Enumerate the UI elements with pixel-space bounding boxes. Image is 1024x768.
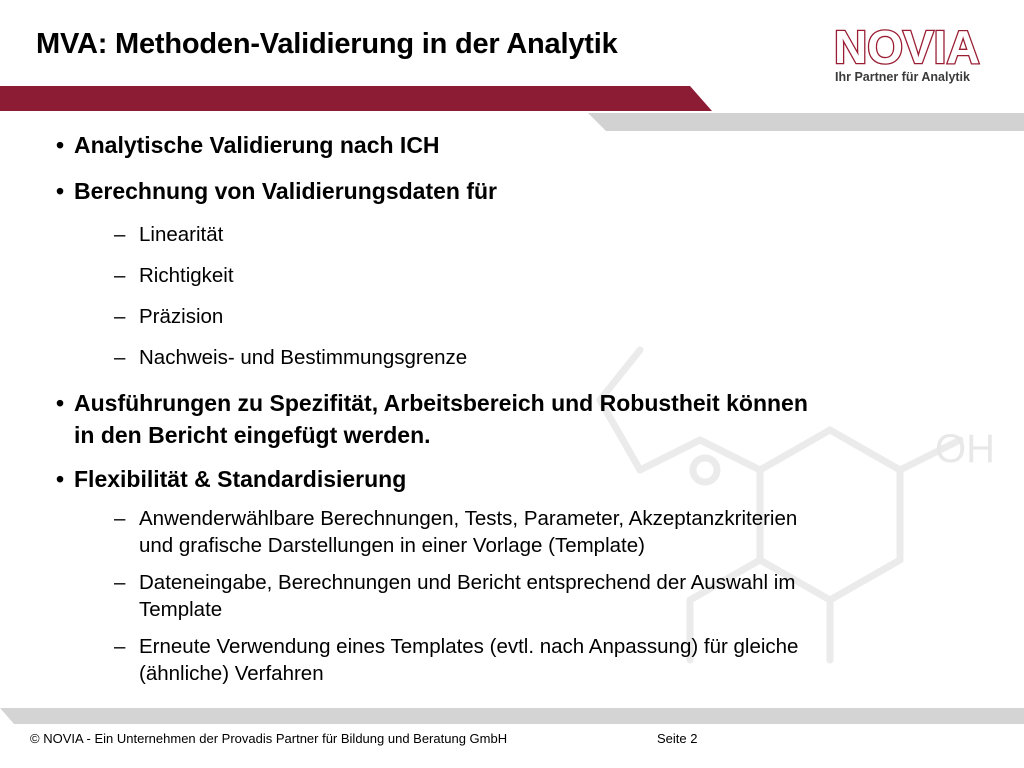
footer-page-number: Seite 2 — [657, 731, 698, 746]
sub-bullet-marker: – — [114, 264, 126, 287]
bullet-text: Analytische Validierung nach ICH — [74, 132, 440, 158]
bullet-text: Flexibilität & Standardisierung — [74, 466, 407, 492]
novia-logo — [828, 22, 998, 92]
header-gray-band — [588, 113, 1024, 131]
sub-bullet-marker: – — [114, 223, 126, 246]
sub-bullet-text: Präzision — [139, 305, 224, 328]
bullet-marker: • — [56, 132, 65, 158]
sub-bullet-text-line: (ähnliche) Verfahren — [139, 662, 324, 685]
header-accent-band — [0, 86, 712, 111]
sub-bullet-text: Nachweis- und Bestimmungsgrenze — [139, 346, 468, 369]
bullet-marker: • — [56, 178, 65, 204]
bullet-text-line: Ausführungen zu Spezifität, Arbeitsbereich und Robustheit können — [74, 390, 808, 416]
bullet-marker: • — [56, 390, 65, 416]
sub-bullet-text: Richtigkeit — [139, 264, 234, 287]
bullet-marker: • — [56, 466, 65, 492]
footer-gray-band — [0, 708, 1024, 724]
bullet-text: Berechnung von Validierungsdaten für — [74, 178, 498, 204]
sub-bullet-marker: – — [114, 305, 126, 328]
sub-bullet-text-line: Template — [139, 598, 223, 621]
sub-bullet-marker: – — [114, 346, 126, 369]
sub-bullet-text: Linearität — [139, 223, 224, 246]
watermark-oh-label: OH — [935, 427, 995, 471]
sub-bullet-marker: – — [114, 507, 126, 530]
sub-bullet-text-line: Erneute Verwendung eines Templates (evtl. nach Anpassung) für gleiche — [139, 635, 799, 658]
sub-bullet-text-line: Dateneingabe, Berechnungen und Bericht entsprechend der Auswahl im — [139, 571, 796, 594]
sub-bullet-text-line: und grafische Darstellungen in einer Vorlage (Template) — [139, 534, 645, 557]
logo-tagline: Ihr Partner für Analytik — [835, 70, 970, 84]
sub-bullet-marker: – — [114, 571, 126, 594]
bullet-text-line: in den Bericht eingefügt werden. — [74, 422, 431, 448]
logo-wordmark: NOVIA — [834, 21, 980, 73]
sub-bullet-marker: – — [114, 635, 126, 658]
page-title: MVA: Methoden-Validierung in der Analytik — [36, 28, 618, 60]
sub-bullet-text-line: Anwenderwählbare Berechnungen, Tests, Parameter, Akzeptanzkriterien — [139, 507, 798, 530]
footer-copyright: © NOVIA - Ein Unternehmen der Provadis Partner für Bildung und Beratung GmbH — [30, 731, 508, 746]
